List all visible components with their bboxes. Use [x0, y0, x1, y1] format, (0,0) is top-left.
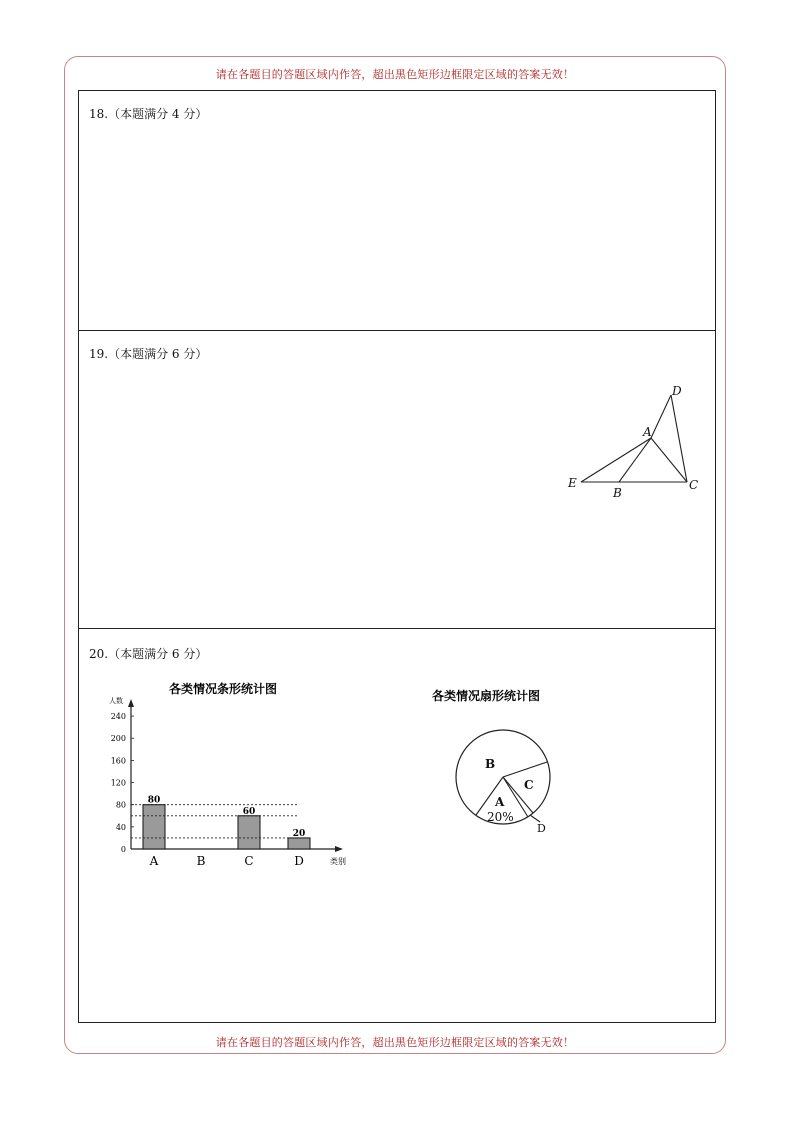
- pie-label-a-percent: 20%: [487, 810, 514, 824]
- bar-chart: [109, 667, 359, 867]
- question-19-title: 19.（本题满分 6 分）: [89, 347, 208, 361]
- y-tick-label: 0: [120, 845, 126, 854]
- header-warning: 请在各题目的答题区域内作答，超出黑色矩形边框限定区域的答案无效！: [215, 68, 575, 81]
- y-tick-label: 40: [115, 822, 126, 832]
- bar-chart-ylabel: 人数: [109, 697, 123, 705]
- bar-data-label: 80: [147, 795, 161, 806]
- y-tick-label: 120: [110, 778, 126, 788]
- x-axis-arrow: [335, 846, 343, 852]
- pie-label-d: D: [537, 822, 546, 835]
- bar: [288, 838, 310, 849]
- answer-box: [78, 90, 716, 1023]
- label-d: D: [672, 384, 682, 398]
- segment-ad: [651, 395, 671, 438]
- question-18-area[interactable]: [79, 91, 715, 331]
- bar-data-label: 60: [242, 806, 256, 817]
- segment-ba: [619, 438, 651, 482]
- label-e: E: [568, 476, 577, 490]
- pie-divider-b-c: [503, 762, 547, 777]
- x-tick-label: B: [196, 854, 206, 867]
- bar: [143, 805, 165, 849]
- y-tick-label: 200: [110, 734, 126, 744]
- y-tick-label: 240: [110, 712, 126, 722]
- pie-chart-title: 各类情况扇形统计图: [432, 689, 541, 703]
- x-tick-label: D: [294, 854, 304, 867]
- bar: [238, 816, 260, 849]
- label-b: B: [613, 486, 622, 500]
- pie-label-a: A: [495, 795, 505, 809]
- triangle-figure: [564, 376, 724, 506]
- segment-ac: [651, 438, 687, 482]
- label-c: C: [689, 478, 699, 492]
- x-tick-label: A: [149, 854, 159, 867]
- pie-chart: [419, 675, 619, 865]
- label-a: A: [643, 425, 652, 439]
- pie-label-b: B: [485, 757, 496, 771]
- pie-label-c: C: [524, 778, 534, 792]
- pie-leader-d: [530, 815, 540, 822]
- x-tick-label: C: [244, 854, 254, 867]
- bar-chart-title: 各类情况条形统计图: [169, 682, 278, 696]
- question-20-title: 20.（本题满分 6 分）: [89, 647, 208, 661]
- segment-ea: [581, 438, 651, 482]
- footer-warning: 请在各题目的答题区域内作答，超出黑色矩形边框限定区域的答案无效！: [215, 1036, 575, 1049]
- y-tick-label: 80: [115, 800, 126, 810]
- question-20-area[interactable]: [79, 629, 715, 1024]
- question-19-area[interactable]: [79, 331, 715, 629]
- bar-data-label: 20: [292, 828, 306, 839]
- segment-dc: [671, 395, 687, 482]
- question-18-title: 18.（本题满分 4 分）: [89, 107, 208, 121]
- y-tick-label: 160: [110, 756, 126, 766]
- bar-chart-xlabel: 类别: [330, 857, 346, 866]
- y-axis-arrow: [128, 699, 134, 707]
